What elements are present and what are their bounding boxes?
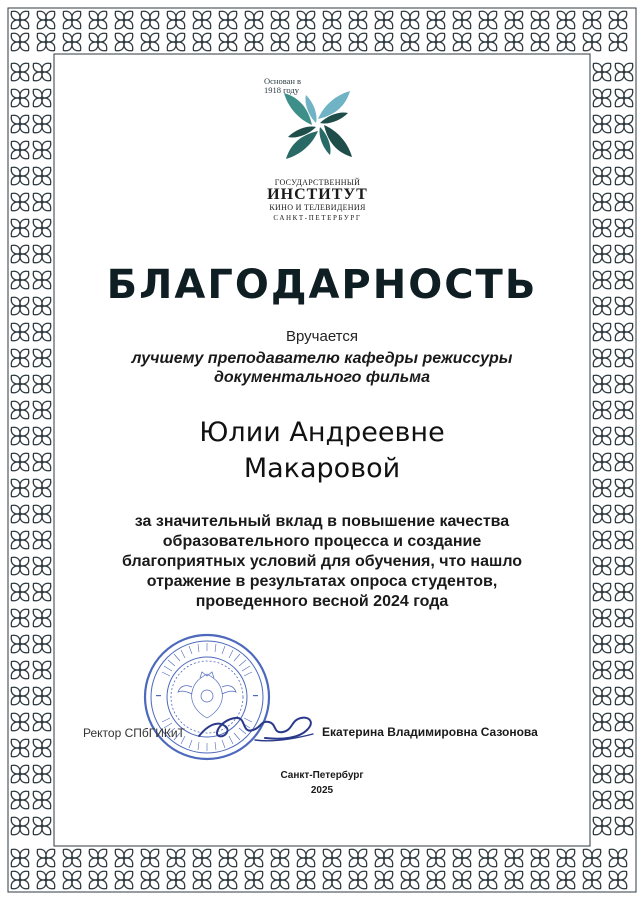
border-motif [591,217,613,239]
border-motif [87,869,109,891]
border-motif [191,9,213,31]
border-motif [373,9,395,31]
border-motif [9,9,31,31]
border-motif [61,847,83,869]
border-motif [529,31,551,53]
border-motif [165,9,187,31]
border-motif [477,31,499,53]
border-motif [269,9,291,31]
border-motif [451,31,473,53]
certificate-title: БЛАГОДАРНОСТЬ [106,262,538,308]
border-motif [31,165,53,187]
border-motif [591,581,613,603]
border-motif [321,9,343,31]
signer-name: Екатерина Владимировна Сазонова [322,725,538,739]
border-motif [613,763,635,785]
border-motif [477,869,499,891]
border-motif [295,869,317,891]
border-motif [9,373,31,395]
border-motif [613,685,635,707]
logo-text-city: САНКТ-ПЕТЕРБУРГ [273,214,362,222]
border-motif [373,869,395,891]
border-motif [113,869,135,891]
border-motif [165,869,187,891]
border-motif [581,31,603,53]
border-motif [35,9,57,31]
border-motif [613,113,635,135]
border-motif [9,737,31,759]
border-motif [503,31,525,53]
border-motif [591,607,613,629]
border-motif [9,87,31,109]
reason-line-4: отражение в результатах опроса студентов, [146,573,498,590]
border-motif [31,191,53,213]
border-motif [613,581,635,603]
border-motif [451,869,473,891]
border-motif [31,529,53,551]
border-motif [613,269,635,291]
border-motif [31,87,53,109]
border-motif [217,31,239,53]
border-motif [347,9,369,31]
border-motif [613,399,635,421]
border-motif [31,581,53,603]
border-motif [555,869,577,891]
border-motif [9,295,31,317]
border-motif [35,869,57,891]
border-motif [581,869,603,891]
border-motif [399,847,421,869]
border-motif [9,869,31,891]
border-motif [613,711,635,733]
border-motif [191,869,213,891]
border-motif [591,529,613,551]
border-motif [9,581,31,603]
border-motif [451,847,473,869]
border-motif [613,139,635,161]
border-motif [503,9,525,31]
border-motif [425,31,447,53]
border-motif [529,847,551,869]
border-motif [477,9,499,31]
footer-year: 2025 [310,785,334,796]
border-motif [269,31,291,53]
border-motif [9,815,31,837]
reason-line-1: за значительный вклад в повышение качества [134,513,510,530]
border-motif [9,477,31,499]
border-motif [591,633,613,655]
border-motif [555,9,577,31]
border-motif [581,9,603,31]
border-motif [9,763,31,785]
border-motif [9,711,31,733]
border-motif [191,31,213,53]
presented-label: Вручается [285,328,358,345]
border-motif [217,9,239,31]
border-motif [613,295,635,317]
border-motif [295,31,317,53]
border-motif [9,503,31,525]
border-motif [9,847,31,869]
border-motif [9,347,31,369]
border-motif [591,87,613,109]
border-motif [613,607,635,629]
border-motif [9,61,31,83]
border-motif [613,503,635,525]
border-motif [613,633,635,655]
border-motif [87,31,109,53]
border-motif [613,451,635,473]
recipient-name [40,415,604,487]
border-motif [31,633,53,655]
border-motif [31,737,53,759]
border-motif [243,9,265,31]
border-motif [613,87,635,109]
position-line-2: документального фильма [214,369,430,386]
border-motif [373,847,395,869]
border-motif [9,165,31,187]
border-motif [373,31,395,53]
border-motif [347,31,369,53]
border-motif [9,685,31,707]
border-motif [555,31,577,53]
border-motif [139,869,161,891]
border-motif [321,847,343,869]
border-motif [581,847,603,869]
border-motif [591,191,613,213]
border-motif [591,113,613,135]
logo-founded-text: Основан в 1918 году [264,76,302,95]
border-motif [31,113,53,135]
border-motif [113,847,135,869]
border-motif [61,869,83,891]
border-motif [613,529,635,551]
border-motif [165,31,187,53]
border-motif [243,31,265,53]
border-motif [9,529,31,551]
border-motif [9,269,31,291]
border-motif [613,659,635,681]
border-motif [503,847,525,869]
border-motif [591,61,613,83]
border-motif [31,815,53,837]
border-motif [613,373,635,395]
border-motif [613,477,635,499]
border-motif [591,763,613,785]
border-motif [113,31,135,53]
reason-line-3: благоприятных условий для обучения, что нашло [121,553,523,570]
border-motif [9,659,31,681]
border-motif [9,633,31,655]
border-motif [269,869,291,891]
logo-text-institute: ИНСТИТУТ [267,186,368,203]
border-motif [9,191,31,213]
footer-city: Санкт-Петербург [280,770,364,781]
border-motif [61,31,83,53]
border-motif [529,9,551,31]
border-motif [87,847,109,869]
border-motif [607,869,629,891]
border-motif [9,451,31,473]
border-motif [61,9,83,31]
reason-line-5: проведенного весной 2024 года [195,593,449,610]
logo-text-film-tv: КИНО И ТЕЛЕВИДЕНИЯ [269,203,366,212]
border-motif [113,9,135,31]
border-motif [591,139,613,161]
border-motif [9,555,31,577]
border-motif [9,139,31,161]
border-motif [139,847,161,869]
border-motif [613,321,635,343]
border-motif [295,9,317,31]
border-motif [425,9,447,31]
border-motif [591,685,613,707]
border-motif [399,31,421,53]
border-motif [31,503,53,525]
border-motif [591,659,613,681]
border-motif [31,685,53,707]
border-motif [607,9,629,31]
border-motif [425,869,447,891]
border-motif [31,607,53,629]
border-motif [31,711,53,733]
border-motif [613,555,635,577]
border-motif [31,217,53,239]
border-motif [31,139,53,161]
logo-text-state: ГОСУДАРСТВЕННЫЙ [274,178,361,187]
signer-role: Ректор СПбГИКиТ [83,726,185,740]
border-motif [529,869,551,891]
border-motif [9,321,31,343]
border-motif [613,165,635,187]
border-motif [295,847,317,869]
border-motif [321,869,343,891]
position-line-1: лучшему преподавателю кафедры режиссуры [131,350,513,367]
border-motif [613,815,635,837]
border-motif [139,9,161,31]
border-motif [425,847,447,869]
border-motif [591,711,613,733]
name-line-1: Юлии Андреевне [199,417,445,448]
border-motif [591,503,613,525]
border-motif [9,243,31,265]
border-motif [591,737,613,759]
border-motif [591,555,613,577]
border-motif [399,9,421,31]
border-motif [31,555,53,577]
border-motif [613,61,635,83]
reason-line-2: образовательного процесса и создание [162,533,482,550]
handwritten-signature [195,700,325,750]
border-motif [9,217,31,239]
border-motif [9,31,31,53]
border-motif [613,737,635,759]
border-motif [477,847,499,869]
border-motif [217,847,239,869]
border-motif [165,847,187,869]
border-motif [591,165,613,187]
border-motif [31,789,53,811]
border-motif [591,815,613,837]
recipient-position [40,349,604,387]
border-motif [191,847,213,869]
border-motif [9,113,31,135]
border-motif [31,763,53,785]
border-motif [591,789,613,811]
border-motif [139,31,161,53]
border-motif [347,847,369,869]
border-motif [217,869,239,891]
border-motif [555,847,577,869]
border-motif [613,191,635,213]
border-motif [9,789,31,811]
border-motif [613,217,635,239]
border-motif [613,425,635,447]
border-motif [9,399,31,421]
border-motif [613,347,635,369]
border-motif [451,9,473,31]
border-motif [607,31,629,53]
border-motif [35,847,57,869]
border-motif [35,31,57,53]
border-motif [31,659,53,681]
border-motif [321,31,343,53]
border-motif [243,869,265,891]
award-reason [60,512,584,612]
border-motif [243,847,265,869]
border-motif [347,869,369,891]
border-motif [9,607,31,629]
border-motif [87,9,109,31]
border-motif [9,425,31,447]
border-motif [613,243,635,265]
name-line-2: Макаровой [243,453,401,484]
border-motif [269,847,291,869]
border-motif [503,869,525,891]
border-motif [399,869,421,891]
border-motif [613,789,635,811]
border-motif [607,847,629,869]
border-motif [31,61,53,83]
